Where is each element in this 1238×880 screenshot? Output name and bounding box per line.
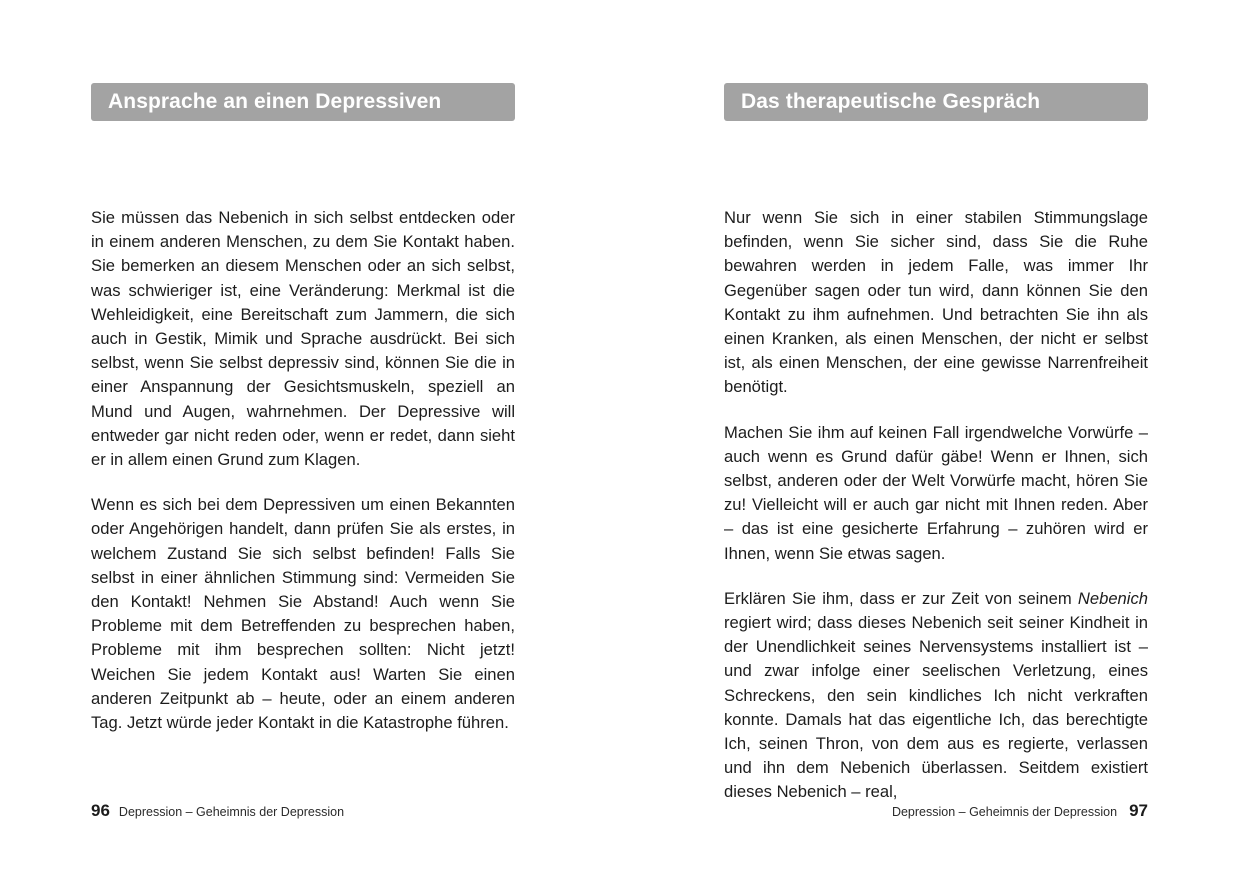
paragraph: Nur wenn Sie sich in einer stabilen Stimmungslage befinden, wenn Sie sicher sind, dass Sie die Ruhe bewahren werden in jedem Falle, was immer Ihr Gegenüber sagen oder tun wird, dann können Sie den Kontakt zu ihm aufnehmen. Und betrachten Sie ihn als einen Kranken, als einen Menschen, der nicht er selbst ist, als einen Menschen, der eine gewisse Narrenfreiheit benötigt.: [724, 208, 1148, 397]
section-heading-bar: [724, 83, 1148, 121]
page-footer: [724, 798, 1148, 825]
running-title: Depression – Geheimnis der Depression: [118, 805, 345, 819]
paragraph: Machen Sie ihm auf keinen Fall irgendwelche Vorwürfe – auch wenn es Grund dafür gäbe! Wenn er Ihnen, sich selbst, anderen oder der Welt Vorwürfe macht, hören Sie zu! Vielleicht will er auch gar nicht mit Ihnen reden. Aber – das ist eine gesicherte Erfahrung – zuhören wird er Ihnen, wenn Sie etwas sagen.: [724, 422, 1148, 563]
paragraph: [724, 587, 1148, 805]
body-text: [724, 206, 1148, 826]
paragraph: Wenn es sich bei dem Depressiven um einen Bekannten oder Angehörigen handelt, dann prüfen Sie als erstes, in welchem Zustand Sie sich selbst befinden! Falls Sie selbst in einer ähnlichen Stimmung sind: Vermeiden Sie den Kontakt! Nehmen Sie Abstand! Auch wenn Sie Probleme mit dem Betreffenden zu besprechen haben, Probleme mit ihm besprechen sollten: Nicht jetzt! Weichen Sie jedem Kontakt aus! Warten Sie einen anderen Zeitpunkt ab – heute, oder an einem anderen Tag. Jetzt würde jeder Kontakt in die Katastrophe führen.: [91, 495, 515, 733]
running-title: Depression – Geheimnis der Depression: [891, 805, 1118, 819]
body-text: [91, 206, 515, 756]
section-heading: Das therapeutische Gespräch: [741, 90, 1041, 113]
emphasis-text: Nebenich: [1077, 588, 1148, 608]
paragraph-text: regiert wird; dass dieses Nebenich seit seiner Kindheit in der Unendlichkeit seines Nervensystems installiert ist – und zwar infolge einer seelischen Verletzung, eines Schreckens, den sein kindliches Ich nicht verkraften konnte. Damals hat das eigentliche Ich, das berechtigte Ich, seinen Thron, von dem aus es regierte, verlassen und ihn dem Nebenich überlassen. Seitdem existiert dieses Nebenich – real,: [724, 613, 1148, 802]
page-footer: [91, 798, 515, 825]
page-number: 97: [1129, 801, 1148, 820]
section-heading-bar: [91, 83, 515, 121]
left-page: [91, 0, 515, 880]
section-heading: Ansprache an einen Depressiven: [108, 90, 442, 113]
paragraph-text: Erklären Sie ihm, dass er zur Zeit von seinem: [724, 588, 1078, 608]
page-number: 96: [91, 801, 110, 820]
paragraph: Sie müssen das Nebenich in sich selbst entdecken oder in einem anderen Menschen, zu dem Sie Kontakt haben. Sie bemerken an diesem Menschen oder an sich selbst, was schwieriger ist, eine Veränderung: Merkmal ist die Wehleidigkeit, eine Bereitschaft zum Jammern, die sich auch in Gestik, Mimik und Sprache ausdrückt. Bei sich selbst, wenn Sie selbst depressiv sind, können Sie die in einer Anspannung der Gesichtsmuskeln, speziell an Mund und Augen, wahrnehmen. Der Depressive will entweder gar nicht reden oder, wenn er redet, dann sieht er in allem einen Grund zum Klagen.: [91, 208, 515, 470]
right-page: [724, 0, 1148, 880]
